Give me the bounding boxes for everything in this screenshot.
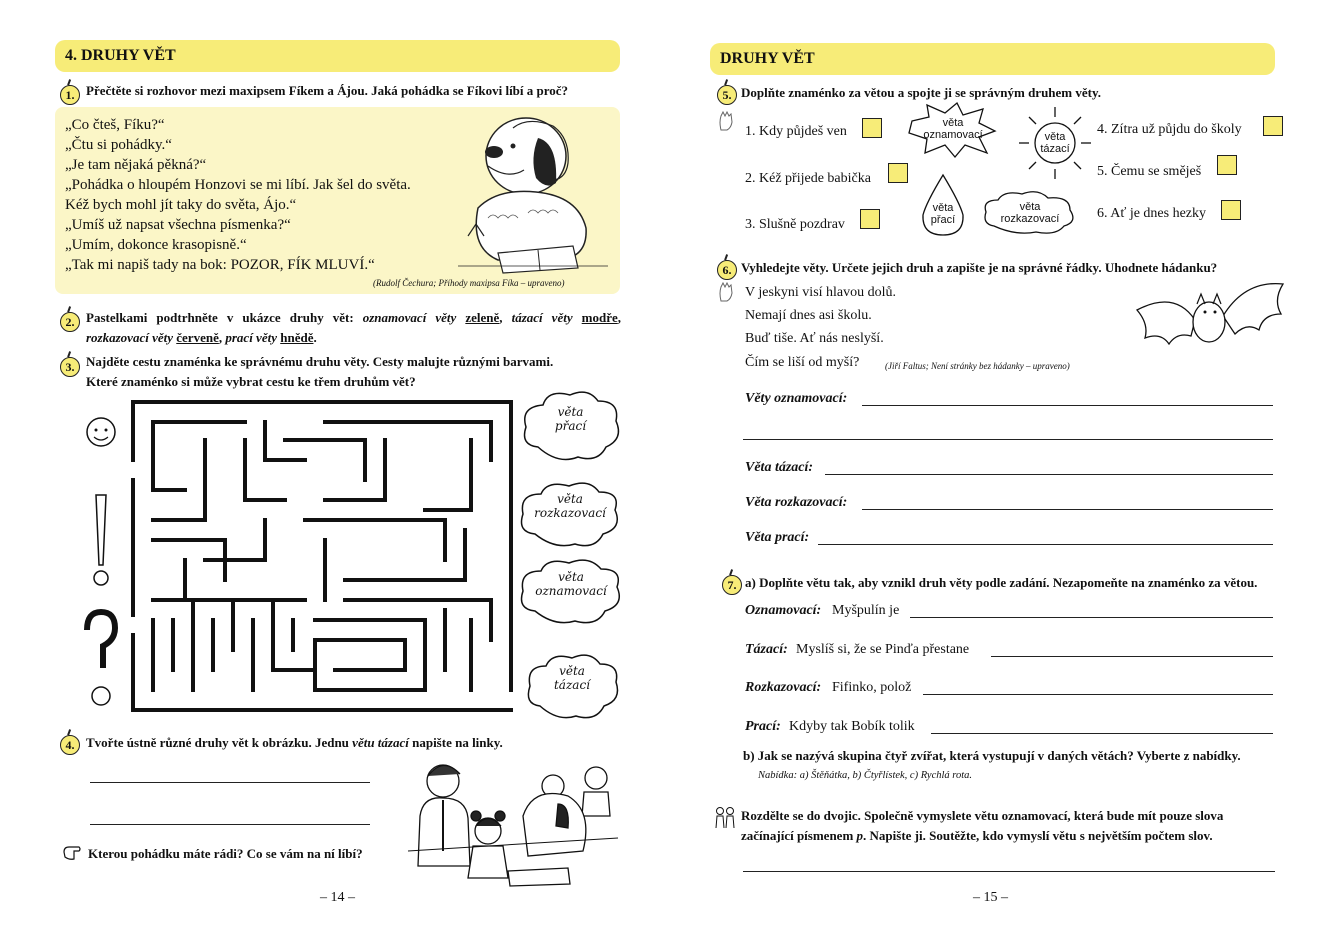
label-praci: Prací: <box>745 719 781 734</box>
dialogue-line: „Pohádka o hloupém Honzovi se mi líbí. Jak šel do světa. <box>65 177 411 193</box>
task-7b-instruction: b) Jak se nazývá skupina čtyř zvířat, která vystupují v daných větách? Vyberte z nabídky. <box>743 748 1241 763</box>
cloud-label-rozkazovaci <box>518 492 622 520</box>
riddle-line: V jeskyni visí hlavou dolů. <box>745 285 897 300</box>
pair-instruction <box>741 806 1291 846</box>
sign-box-1[interactable] <box>862 118 882 138</box>
dialogue-line: „Co čteš, Fíku?“ <box>65 117 165 133</box>
shape-label-word: věta <box>932 202 954 214</box>
classroom-illustration <box>408 756 618 888</box>
dialogue-line: „Tak mi napiš tady na bok: POZOR, FÍK MLUVÍ.“ <box>65 257 375 273</box>
sign-box-6[interactable] <box>1221 200 1241 220</box>
t5-sentence-6: 6. Ať je dnes hezky <box>1097 206 1207 221</box>
right-header-title: DRUHY VĚT <box>720 50 815 67</box>
task-3-number: 3. <box>60 357 80 377</box>
sign-box-2[interactable] <box>888 163 908 183</box>
pair-text: začínající písmenem <box>741 828 857 843</box>
t5-sentence-4: 4. Zítra už půjdu do školy <box>1097 122 1242 137</box>
sign-box-4[interactable] <box>1263 116 1283 136</box>
label-rozkazovaci: Rozkazovací: <box>745 680 822 695</box>
shape-label-word: oznamovací <box>923 129 983 141</box>
answer-line[interactable] <box>743 871 1275 872</box>
task-5-number: 5. <box>717 85 737 105</box>
dialogue-line: „Umíš už napsat všechna písmenka?“ <box>65 217 291 233</box>
answer-line[interactable] <box>862 405 1273 406</box>
task-1-instruction: Přečtěte si rozhovor mezi maxipsem Fíkem a Ájou. Jaká pohádka se Fíkovi líbí a proč? <box>86 83 569 98</box>
answer-line[interactable] <box>825 474 1273 475</box>
sentence-start: Kdyby tak Bobík tolik <box>789 719 915 734</box>
left-page <box>0 0 650 941</box>
sentence-start: Myšpulín je <box>832 603 900 618</box>
cloud-label-word: věta <box>557 405 584 419</box>
label-oznamovaci: Věty oznamovací: <box>745 391 848 406</box>
task-7-number: 7. <box>722 575 742 595</box>
cloud-label-word: věta <box>558 570 584 584</box>
task-2-term: rozkazovací věty <box>86 330 174 345</box>
dialogue-line: „Je tam nějaká pěkná?“ <box>65 157 207 173</box>
t5-sentence-1: 1. Kdy půjdeš ven <box>745 124 847 139</box>
task-3-instruction <box>86 352 621 392</box>
cloud-label-word: věta <box>559 664 585 678</box>
label-tazaci: Tázací: <box>745 642 788 657</box>
dialogue-citation: (Rudolf Čechura; Příhody maxipsa Fíka – upraveno) <box>373 278 565 288</box>
pair-line: Rozdělte se do dvojic. Společně vymyslete větu oznamovací, která bude mít pouze slova <box>741 808 1224 823</box>
pencil-hand-icon <box>717 281 735 303</box>
task-3-line: Najděte cestu znaménka ke správnému druhu věty. Cesty malujte různými barvami. <box>86 354 554 369</box>
sentence-start: Myslíš si, že se Pinďa přestane <box>796 642 970 657</box>
answer-line[interactable] <box>991 656 1273 657</box>
shape-label-rozkazovaci <box>985 201 1075 225</box>
shape-label-word: přací <box>930 214 956 226</box>
cloud-label-word: věta <box>557 492 583 506</box>
riddle-line: Nemají dnes asi školu. <box>745 308 872 323</box>
sign-box-3[interactable] <box>860 209 880 229</box>
shape-label-oznamovaci <box>923 117 983 141</box>
riddle-citation: (Jiří Faltus; Není stránky bez hádanky – upraveno) <box>885 361 1070 371</box>
pair-line <box>741 826 1291 846</box>
task-2-color: zeleně <box>465 310 500 325</box>
bonus-question: Kterou pohádku máte rádi? Co se vám na ní líbí? <box>88 846 363 861</box>
task-3-line: Které znaménko si může vybrat cestu ke třem druhům vět? <box>86 374 416 389</box>
shape-label-word: věta <box>942 117 964 129</box>
task-4-instruction <box>86 733 556 753</box>
label-oznamovaci: Oznamovací: <box>745 603 822 618</box>
answer-line[interactable] <box>743 439 1273 440</box>
task-4-text: Tvořte ústně různé druhy vět k obrázku. Jednu <box>86 735 353 750</box>
dialogue-line: Kéž bych mohl jít taky do světa, Ájo.“ <box>65 197 297 213</box>
task-2-term: oznamovací věty <box>362 310 457 325</box>
cloud-label-word: oznamovací <box>535 584 607 598</box>
task-4-number: 4. <box>60 735 80 755</box>
answer-line[interactable] <box>862 509 1273 510</box>
pair-letter: p <box>856 828 864 843</box>
dialogue-line: „Umím, dokonce krasopisně.“ <box>65 237 247 253</box>
cloud-label-word: rozkazovací <box>534 506 606 520</box>
cloud-label-oznamovaci <box>518 570 624 598</box>
task-2-term: tázací věty <box>511 310 573 325</box>
riddle-line: Buď tiše. Ať nás neslyší. <box>745 331 884 346</box>
label-praci: Věta prací: <box>745 530 810 545</box>
t5-sentence-5: 5. Čemu se směješ <box>1097 164 1202 179</box>
t5-sentence-2: 2. Kéž přijede babička <box>745 171 871 186</box>
left-page-header <box>55 40 620 72</box>
answer-line[interactable] <box>923 694 1273 695</box>
shape-label-word: tázací <box>1040 143 1070 155</box>
left-header-title: 4. DRUHY VĚT <box>65 47 176 64</box>
answer-line[interactable] <box>90 824 370 825</box>
task-2-number: 2. <box>60 312 80 332</box>
cloud-label-word: přací <box>554 419 587 433</box>
shape-label-tazaci <box>1030 131 1080 155</box>
shape-label-word: věta <box>1019 201 1041 213</box>
task-2-term: prací věty <box>225 330 277 345</box>
task-4-term: větu tázací <box>352 735 409 750</box>
shape-label-word: věta <box>1044 131 1066 143</box>
sentence-start: Fifinko, polož <box>832 680 912 695</box>
pair-text: . Napište ji. Soutěžte, kdo vymyslí větu s největším počtem slov. <box>863 828 1213 843</box>
answer-line[interactable] <box>931 733 1273 734</box>
task-4-text: napište na linky. <box>408 735 503 750</box>
pencil-hand-icon <box>717 110 735 132</box>
task-2-text: Pastelkami podtrhněte v ukázce druhy vět: <box>86 310 363 325</box>
answer-line[interactable] <box>818 544 1273 545</box>
cloud-label-tazaci <box>526 664 618 692</box>
task-6-number: 6. <box>717 260 737 280</box>
task-6-instruction: Vyhledejte věty. Určete jejich druh a zapište je na správné řádky. Uhodnete hádanku? <box>741 260 1218 275</box>
two-kids-icon <box>713 806 737 830</box>
sign-box-5[interactable] <box>1217 155 1237 175</box>
dialogue-line: „Čtu si pohádky.“ <box>65 137 172 153</box>
answer-line[interactable] <box>910 617 1273 618</box>
cloud-label-prani <box>528 405 613 433</box>
riddle-line: Čím se liší od myší? <box>745 355 860 370</box>
task-1-number: 1. <box>60 85 80 105</box>
bat-illustration <box>1135 280 1285 360</box>
dog-illustration <box>458 108 618 273</box>
right-page-header <box>710 43 1275 75</box>
task-2-color: červeně <box>176 330 219 345</box>
answer-line[interactable] <box>90 782 370 783</box>
task-2-color: modře <box>581 310 618 325</box>
right-page <box>665 0 1330 941</box>
shape-label-praci <box>923 202 963 226</box>
maze-illustration <box>85 400 515 710</box>
page-number: – 14 – <box>320 890 355 905</box>
page-number: – 15 – <box>973 890 1008 905</box>
task-7-instruction: a) Doplňte větu tak, aby vznikl druh věty podle zadání. Nezapomeňte na znaménko za větou. <box>745 575 1258 590</box>
cloud-label-word: tázací <box>553 678 590 692</box>
t5-sentence-3: 3. Slušně pozdrav <box>745 217 845 232</box>
task-5-instruction: Doplňte znaménko za větou a spojte ji se správným druhem věty. <box>741 85 1102 100</box>
shape-label-word: rozkazovací <box>1000 213 1060 225</box>
label-rozkazovaci: Věta rozkazovací: <box>745 495 848 510</box>
task-7b-offer: Nabídka: a) Štěňátka, b) Čtyřlístek, c) Rychlá rota. <box>758 770 973 781</box>
task-2-instruction: Pastelkami podtrhněte v ukázce druhy vět: oznamovací věty zeleně, tázací věty modře, rozkazovací věty červeně, prací věty hnědě. <box>86 310 622 345</box>
task-2-color: hnědě <box>280 330 314 345</box>
label-tazaci: Věta tázací: <box>745 460 814 475</box>
pointing-hand-icon <box>62 844 82 862</box>
